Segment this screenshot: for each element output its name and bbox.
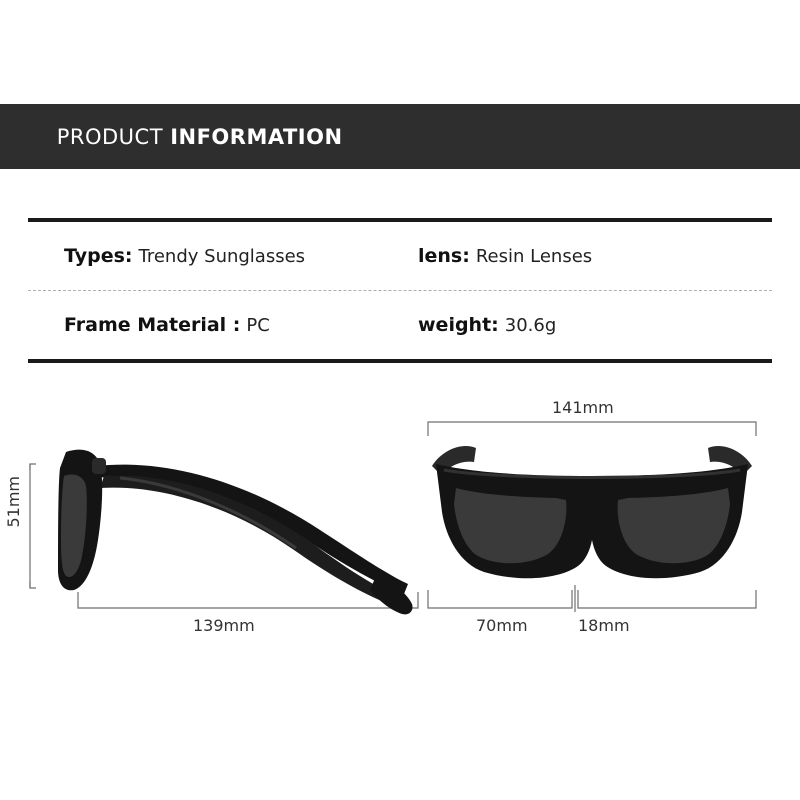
- spec-frame-material-label: Frame Material :: [64, 314, 241, 336]
- spec-weight: [408, 314, 772, 336]
- dim-label-front-width: 141mm: [552, 398, 614, 417]
- sunglasses-front-view: [0, 380, 800, 680]
- spec-types-value: Trendy Sunglasses: [138, 246, 306, 267]
- product-information-header: [0, 104, 800, 169]
- table-row: [28, 291, 772, 359]
- dim-label-front-lens-span: 70mm: [476, 616, 528, 635]
- dim-label-side-height: 51mm: [4, 476, 23, 528]
- spec-weight-label: weight:: [418, 314, 499, 336]
- spec-types-label: Types:: [64, 245, 133, 267]
- dim-label-side-length: 139mm: [193, 616, 255, 635]
- spec-frame-material: [28, 314, 408, 336]
- spec-frame-material-value: PC: [246, 315, 270, 336]
- spec-weight-value: 30.6g: [504, 315, 557, 336]
- table-row: [28, 222, 772, 290]
- page-title-light: PRODUCT: [56, 124, 171, 149]
- spec-types: [28, 245, 408, 267]
- spec-lens: [408, 245, 772, 267]
- spec-lens-label: lens:: [418, 245, 470, 267]
- dimension-diagram: [0, 380, 800, 680]
- table-bottom-rule: [28, 359, 772, 363]
- specification-table: [28, 218, 772, 363]
- dim-label-front-temple: 18mm: [578, 616, 630, 635]
- spec-lens-value: Resin Lenses: [475, 246, 593, 267]
- page-title-bold: INFORMATION: [170, 124, 343, 149]
- page-title: [0, 101, 343, 173]
